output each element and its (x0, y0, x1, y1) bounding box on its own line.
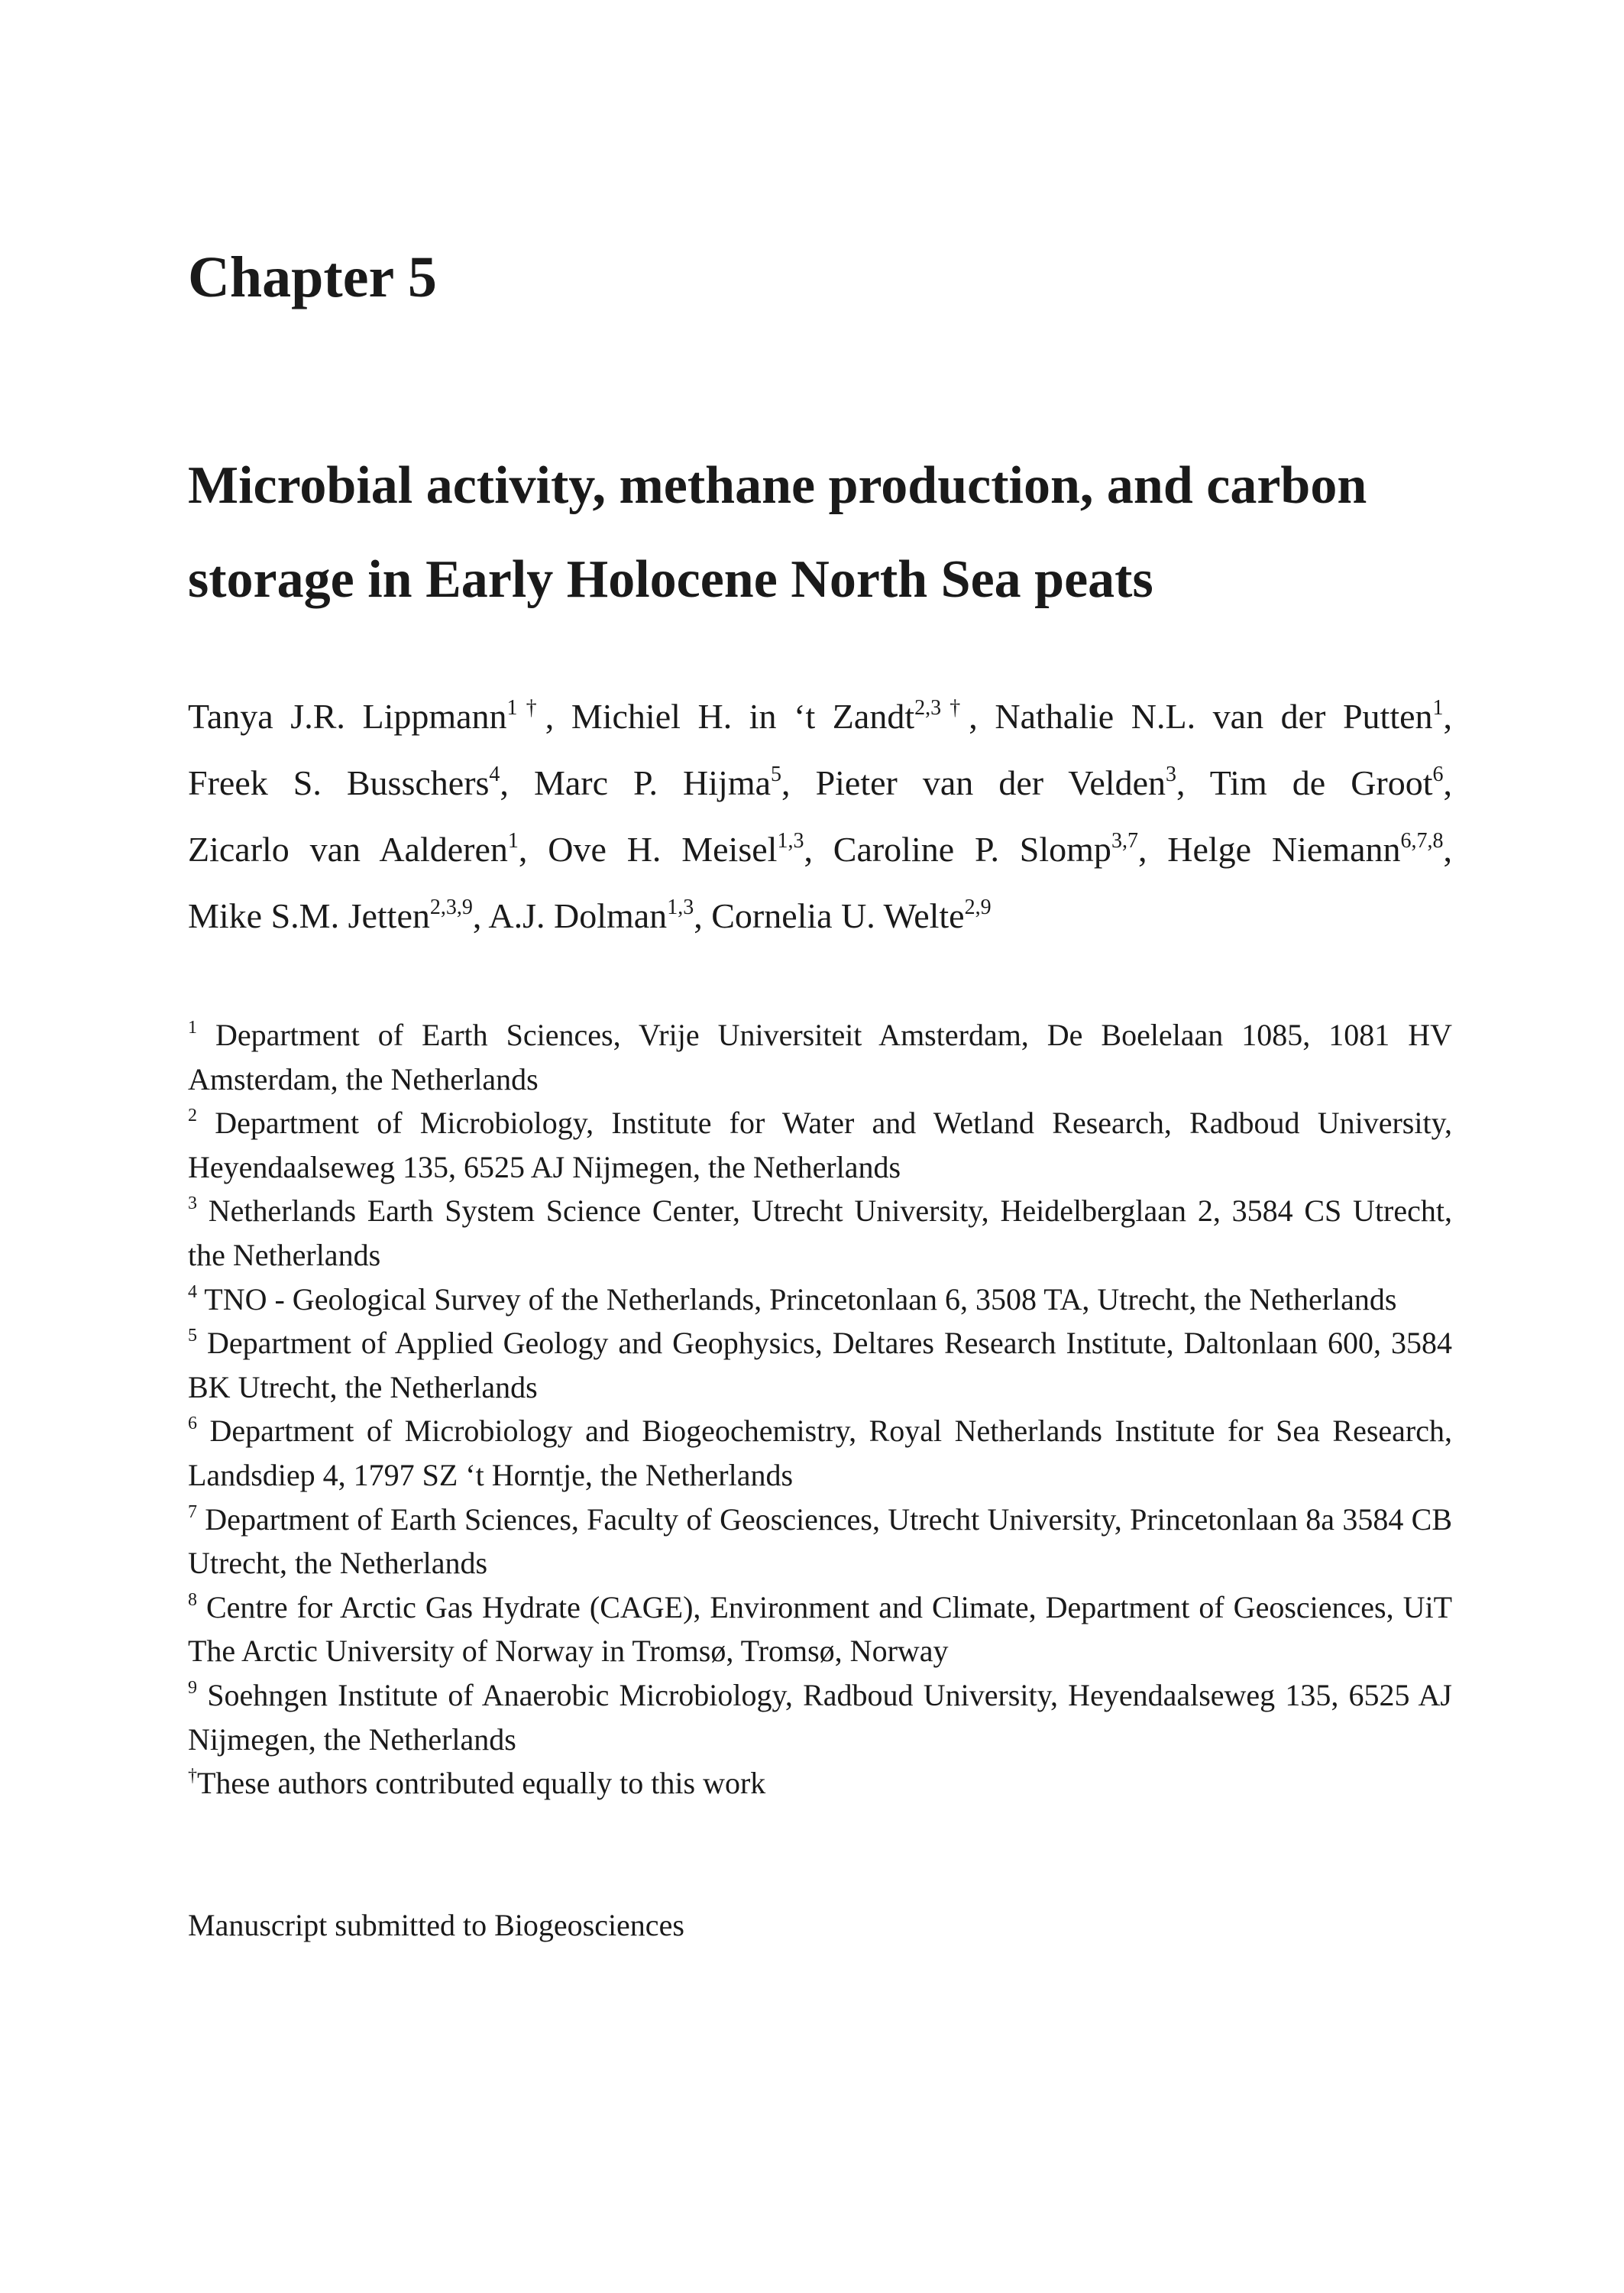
manuscript-note: Manuscript submitted to Biogeosciences (188, 1908, 684, 1942)
affiliation-text: Department of Earth Sciences, Vrije Universiteit Amsterdam, De Boelelaan 1085, 1081 HV Amsterdam, the Netherlands (188, 1018, 1452, 1096)
author-separator: , (1443, 697, 1453, 736)
equal-contribution-text: These authors contributed equally to this work (197, 1766, 766, 1801)
author-line (188, 750, 1452, 816)
affiliation-item (188, 1013, 1452, 1101)
author-affiliation-marker: 2,3† (914, 696, 969, 720)
author-name: Freek S. Busschers (188, 763, 490, 802)
affiliation-item (188, 1585, 1452, 1673)
author-line (188, 883, 1452, 949)
author-separator: , (804, 830, 833, 869)
author-separator: , (1176, 763, 1210, 802)
affiliation-item (188, 1673, 1452, 1761)
affiliation-text: Department of Applied Geology and Geophysics, Deltares Research Institute, Daltonlaan 600, 3584 BK Utrecht, the Netherlands (188, 1326, 1452, 1404)
author-name: Zicarlo van Aalderen (188, 830, 508, 869)
author-name: Cornelia U. Welte (711, 896, 965, 935)
author-name: Tanya J.R. Lippmann (188, 697, 507, 736)
affiliation-item (188, 1321, 1452, 1409)
author-separator: , (969, 697, 995, 736)
author-affiliation-marker: 1 (1432, 696, 1444, 720)
affiliation-list (188, 1013, 1452, 1806)
affiliation-text: Department of Microbiology, Institute for Water and Wetland Research, Radboud University, Heyendaalseweg 135, 6525 AJ Nijmegen, the Netherlands (188, 1106, 1452, 1184)
affiliation-number: 9 (188, 1677, 197, 1698)
affiliation-number: 1 (188, 1018, 197, 1038)
affiliation-text: Soehngen Institute of Anaerobic Microbiology, Radboud University, Heyendaalseweg 135, 6525 AJ Nijmegen, the Netherlands (188, 1677, 1452, 1757)
author-name: Nathalie N.L. van der Putten (995, 697, 1433, 736)
affiliation-item (188, 1409, 1452, 1497)
author-affiliation-marker: 3 (1166, 763, 1176, 786)
affiliation-item (188, 1498, 1452, 1585)
author-separator: , (545, 697, 571, 736)
author-affiliation-marker: 2,9 (964, 896, 992, 919)
dagger-symbol: † (188, 1766, 197, 1786)
author-affiliation-marker: 6 (1432, 763, 1444, 786)
affiliation-text: Netherlands Earth System Science Center, Utrecht University, Heidelberglaan 2, 3584 CS Utrecht, the Netherlands (188, 1193, 1452, 1272)
affiliation-number: 4 (188, 1281, 197, 1302)
author-line (188, 816, 1452, 883)
author-name: Caroline P. Slomp (833, 830, 1111, 869)
author-affiliation-marker: 1,3 (777, 829, 804, 853)
author-separator: , (1137, 830, 1168, 869)
author-name: Helge Niemann (1167, 830, 1401, 869)
author-name: Tim de Groot (1209, 763, 1433, 802)
paper-title: Microbial activity, methane production, and carbon storage in Early Holocene North Sea peats (188, 456, 1367, 609)
author-list (188, 683, 1452, 949)
affiliation-number: 2 (188, 1106, 197, 1126)
author-affiliation-marker: 1,3 (667, 896, 694, 919)
author-separator: , (472, 896, 489, 935)
author-affiliation-marker: 6,7,8 (1400, 829, 1444, 853)
author-affiliation-marker: 2,3,9 (429, 896, 473, 919)
author-separator: , (694, 896, 712, 935)
equal-contribution-note (188, 1761, 1452, 1806)
author-affiliation-marker: 1 (507, 829, 519, 853)
author-name: Pieter van der Velden (815, 763, 1166, 802)
affiliation-text: Centre for Arctic Gas Hydrate (CAGE), Environment and Climate, Department of Geosciences, UiT The Arctic University of Norway in Tromsø, Tromsø, Norway (188, 1589, 1452, 1669)
author-separator: , (518, 830, 548, 869)
affiliation-text: TNO - Geological Survey of the Netherlands, Princetonlaan 6, 3508 TA, Utrecht, the Netherlands (197, 1281, 1397, 1317)
author-name: Michiel H. in ‘t Zandt (571, 697, 915, 736)
chapter-heading: Chapter 5 (188, 245, 437, 309)
author-affiliation-marker: 3,7 (1111, 829, 1138, 853)
author-name: A.J. Dolman (488, 896, 668, 935)
author-affiliation-marker: 5 (771, 763, 782, 786)
author-separator: , (781, 763, 816, 802)
affiliation-number: 7 (188, 1501, 197, 1522)
author-separator: , (1443, 830, 1453, 869)
author-affiliation-marker: 1† (506, 696, 545, 720)
affiliation-text: Department of Earth Sciences, Faculty of Geosciences, Utrecht University, Princetonlaan 8a 3584 CB Utrecht, the Netherlands (188, 1501, 1452, 1581)
affiliation-number: 6 (188, 1414, 197, 1434)
author-name: Mike S.M. Jetten (188, 896, 430, 935)
affiliation-item (188, 1101, 1452, 1189)
affiliation-item (188, 1189, 1452, 1277)
affiliation-item (188, 1278, 1452, 1322)
author-line (188, 683, 1452, 750)
author-name: Ove H. Meisel (548, 830, 778, 869)
author-separator: , (500, 763, 534, 802)
affiliation-text: Department of Microbiology and Biogeochemistry, Royal Netherlands Institute for Sea Research, Landsdiep 4, 1797 SZ ‘t Horntje, the Netherlands (188, 1414, 1452, 1492)
author-separator: , (1443, 763, 1453, 802)
affiliation-number: 3 (188, 1193, 197, 1214)
author-affiliation-marker: 4 (489, 763, 500, 786)
author-name: Marc P. Hijma (533, 763, 772, 802)
affiliation-number: 8 (188, 1589, 197, 1610)
affiliation-number: 5 (188, 1326, 197, 1346)
